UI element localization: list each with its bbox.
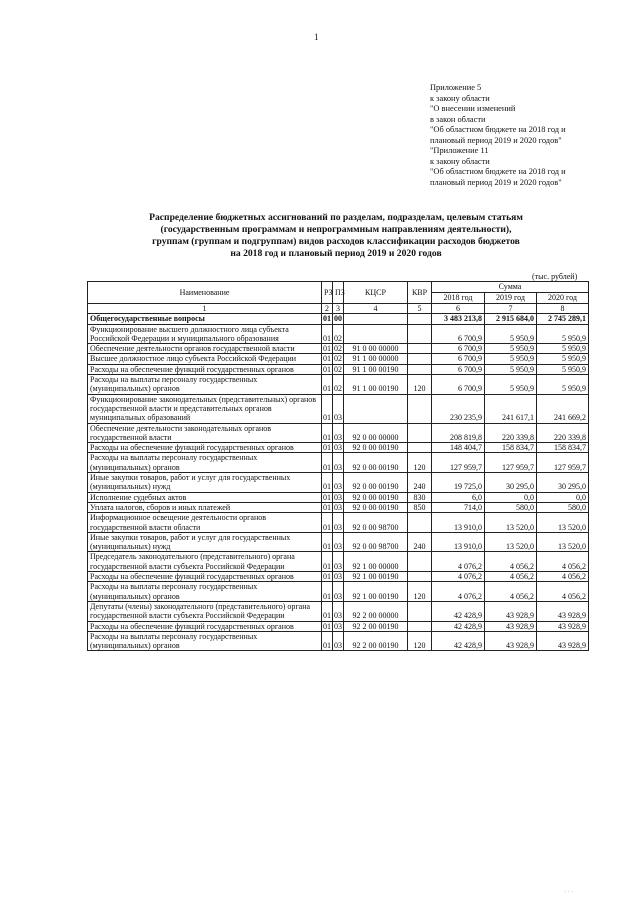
header-kvr: КВР: [408, 282, 432, 304]
cell-pz: 02: [334, 344, 342, 354]
col-number: 5: [408, 304, 432, 314]
cell-rz: 01: [322, 423, 333, 443]
cell-kcsr: 92 2 00 00190: [344, 631, 408, 651]
cell-pz: 02: [334, 364, 342, 374]
cell-y2020: 4 056,2: [537, 552, 589, 572]
cell-kvr: 240: [408, 473, 432, 493]
cell-y2019: 13 520,0: [485, 513, 537, 533]
table-row: [88, 532, 589, 552]
cell-kcsr: 92 0 00 00190: [344, 473, 408, 493]
col-number: 6: [432, 304, 485, 314]
col-number: 8: [537, 304, 589, 314]
cell-y2019: 13 520,0: [485, 532, 537, 552]
header-pz: ПЗ: [333, 282, 344, 304]
header-rz: РЗ: [322, 282, 333, 304]
cell-rz: 01: [323, 572, 331, 582]
cell-kvr: 120: [408, 375, 432, 395]
cell-y2020: 4 056,2: [537, 582, 589, 602]
cell-y2018: 6,0: [432, 492, 485, 502]
cell-name: Расходы на выплаты персоналу государственных (муниципальных) органов: [88, 582, 322, 602]
cell-name: Депутаты (члены) законодательного (представительного) органа государственной власти субъекта Российской Федерации: [88, 601, 322, 621]
header-2018: 2018 год: [432, 293, 485, 304]
cell-y2020: 13 520,0: [537, 532, 589, 552]
cell-kcsr: 92 0 00 98700: [344, 513, 408, 533]
table-row: [88, 631, 589, 651]
title-line: (государственным программам и непрограммным направлениям деятельности),: [160, 224, 512, 235]
cell-y2020: 220 339,8: [537, 423, 589, 443]
cell-y2018: 6 700,9: [432, 344, 485, 354]
cell-y2018: 42 428,9: [432, 601, 485, 621]
cell-rz: 01: [322, 601, 333, 621]
title-line: на 2018 год и плановый период 2019 и 2020 годов: [230, 248, 442, 259]
cell-pz: 02: [334, 354, 342, 364]
cell-kcsr: 92 1 00 00190: [344, 572, 408, 582]
cell-kcsr: [344, 324, 408, 344]
cell-kcsr: 92 0 00 00190: [344, 443, 408, 453]
cell-name: Расходы на обеспечение функций государственных органов: [88, 572, 322, 582]
table-row: [88, 582, 589, 602]
cell-kvr: [408, 552, 432, 572]
cell-kvr: [408, 572, 432, 582]
cell-y2018: 6 700,9: [432, 364, 485, 374]
col-number: 2: [322, 304, 333, 314]
cell-y2018: 127 959,7: [432, 453, 485, 473]
cell-y2019: 158 834,7: [485, 443, 537, 453]
corner-mark: · · ·: [564, 889, 573, 895]
cell-y2019: 241 617,1: [485, 394, 537, 423]
cell-y2020: 4 056,2: [537, 572, 589, 582]
cell-rz: 01: [322, 375, 333, 395]
cell-kvr: [408, 314, 432, 324]
cell-kcsr: [344, 314, 408, 324]
cell-rz: 01: [322, 631, 333, 651]
cell-y2020: 43 928,9: [537, 631, 589, 651]
cell-name: Высшее должностное лицо субъекта Российской Федерации: [88, 354, 322, 364]
cell-rz: 01: [323, 314, 331, 324]
cell-kvr: [408, 513, 432, 533]
cell-kcsr: 92 0 00 00190: [344, 502, 408, 512]
cell-pz: 03: [333, 532, 344, 552]
table-body: [88, 314, 589, 651]
cell-y2018: 6 700,9: [432, 354, 485, 364]
cell-rz: 01: [322, 513, 333, 533]
cell-y2019: 4 056,2: [485, 572, 537, 582]
cell-name: Общегосударственные вопросы: [88, 314, 322, 324]
cell-y2018: 42 428,9: [432, 631, 485, 651]
cell-kcsr: 91 0 00 00000: [344, 344, 408, 354]
cell-y2018: 6 700,9: [432, 375, 485, 395]
cell-kcsr: 92 2 00 00190: [344, 621, 408, 631]
table-row: [88, 453, 589, 473]
cell-name: Функционирование законодательных (представительных) органов государственной власти и представительных органов муниципальных образований: [88, 394, 322, 423]
header-2019: 2019 год: [485, 293, 537, 304]
col-number: 4: [344, 304, 408, 314]
cell-name: Расходы на обеспечение функций государственных органов: [88, 621, 322, 631]
cell-kcsr: 92 2 00 00000: [344, 601, 408, 621]
cell-name: Обеспечение деятельности органов государственной власти: [88, 344, 322, 354]
cell-y2018: 714,0: [432, 502, 485, 512]
annex-line: к закону области: [430, 156, 490, 166]
cell-pz: 03: [333, 513, 344, 533]
cell-pz: 03: [333, 394, 344, 423]
cell-kvr: [408, 364, 432, 374]
cell-kvr: 830: [408, 492, 432, 502]
cell-rz: 01: [322, 453, 333, 473]
cell-y2019: 0,0: [485, 492, 537, 502]
cell-y2019: 43 928,9: [485, 601, 537, 621]
cell-y2018: 42 428,9: [432, 621, 485, 631]
table-row: [88, 513, 589, 533]
cell-y2019: 4 056,2: [485, 582, 537, 602]
cell-kvr: [408, 423, 432, 443]
cell-y2019: 5 950,9: [485, 354, 537, 364]
cell-rz: 01: [322, 324, 333, 344]
table-row: [88, 443, 589, 453]
cell-name: Обеспечение деятельности законодательных органов государственной власти: [88, 423, 322, 443]
cell-y2018: 19 725,0: [432, 473, 485, 493]
cell-kcsr: 92 0 00 00190: [344, 453, 408, 473]
cell-kcsr: 91 1 00 00000: [344, 354, 408, 364]
table-row: [88, 324, 589, 344]
cell-pz: 03: [333, 582, 344, 602]
cell-kvr: 120: [408, 631, 432, 651]
cell-kvr: 850: [408, 502, 432, 512]
cell-y2019: 5 950,9: [485, 344, 537, 354]
cell-name: Председатель законодательного (представительного) органа государственной власти субъекта Российской Федерации: [88, 552, 322, 572]
cell-pz: 02: [333, 375, 344, 395]
col-number: 1: [88, 304, 322, 314]
cell-name: Иные закупки товаров, работ и услуг для государственных (муниципальных) нужд: [88, 473, 322, 493]
cell-pz: 03: [333, 453, 344, 473]
cell-pz: 03: [333, 631, 344, 651]
cell-y2018: 13 910,0: [432, 532, 485, 552]
cell-rz: 01: [322, 473, 333, 493]
cell-kvr: [408, 443, 432, 453]
cell-pz: 03: [333, 601, 344, 621]
table-row: [88, 344, 589, 354]
cell-pz: 03: [334, 621, 342, 631]
table-row: [88, 621, 589, 631]
cell-rz: 01: [323, 344, 331, 354]
table-row: [88, 601, 589, 621]
cell-y2019: 220 339,8: [485, 423, 537, 443]
cell-rz: 01: [323, 502, 331, 512]
table-row: [88, 314, 589, 324]
cell-y2019: 2 915 684,0: [485, 314, 537, 324]
document-title: [112, 212, 560, 260]
table-row: [88, 552, 589, 572]
cell-y2019: 5 950,9: [485, 375, 537, 395]
table-row: [88, 423, 589, 443]
cell-kcsr: 91 1 00 00190: [344, 364, 408, 374]
cell-pz: 03: [334, 492, 342, 502]
cell-y2019: 5 950,9: [485, 364, 537, 374]
cell-y2018: 4 076,2: [432, 552, 485, 572]
cell-pz: 03: [334, 572, 342, 582]
table-row: [88, 502, 589, 512]
table-row: [88, 375, 589, 395]
cell-y2018: 230 235,9: [432, 394, 485, 423]
annex-line: плановый период 2019 и 2020 годов": [430, 135, 562, 145]
annex-line: "О внесении изменений: [430, 104, 516, 113]
cell-y2020: 5 950,9: [537, 344, 589, 354]
cell-name: Информационное освещение деятельности органов государственной власти области: [88, 513, 322, 533]
cell-y2018: 4 076,2: [432, 582, 485, 602]
cell-rz: 01: [322, 394, 333, 423]
cell-y2020: 5 950,9: [537, 354, 589, 364]
cell-rz: 01: [322, 532, 333, 552]
cell-kvr: [408, 394, 432, 423]
cell-y2020: 127 959,7: [537, 453, 589, 473]
cell-name: Функционирование высшего должностного лица субъекта Российской Федерации и муниципального образования: [88, 324, 322, 344]
table-row: [88, 572, 589, 582]
table-row: [88, 354, 589, 364]
header-2020: 2020 год: [537, 293, 589, 304]
cell-y2018: 6 700,9: [432, 324, 485, 344]
cell-name: Уплата налогов, сборов и иных платежей: [88, 502, 322, 512]
cell-y2020: 2 745 289,1: [537, 314, 589, 324]
cell-y2019: 5 950,9: [485, 324, 537, 344]
header-name: Наименование: [88, 282, 322, 304]
cell-name: Иные закупки товаров, работ и услуг для государственных (муниципальных) нужд: [88, 532, 322, 552]
annex-line: к закону области: [430, 93, 490, 103]
header-kcsr: КЦСР: [344, 282, 408, 304]
annex-line: "Об областном бюджете на 2018 год и: [430, 125, 566, 134]
title-line: Распределение бюджетных ассигнований по разделам, подразделам, целевым статьям: [149, 212, 523, 223]
cell-pz: 03: [333, 473, 344, 493]
cell-y2019: 580,0: [485, 502, 537, 512]
cell-rz: 01: [323, 492, 331, 502]
cell-kvr: [408, 601, 432, 621]
cell-name: Расходы на выплаты персоналу государственных (муниципальных) органов: [88, 375, 322, 395]
cell-y2019: 30 295,0: [485, 473, 537, 493]
cell-pz: 02: [333, 324, 344, 344]
cell-kcsr: [344, 394, 408, 423]
cell-pz: 03: [334, 443, 342, 453]
cell-name: Расходы на выплаты персоналу государственных (муниципальных) органов: [88, 453, 322, 473]
cell-y2018: 4 076,2: [432, 572, 485, 582]
cell-kcsr: 91 1 00 00190: [344, 375, 408, 395]
cell-rz: 01: [322, 552, 333, 572]
cell-y2020: 241 669,2: [537, 394, 589, 423]
cell-rz: 01: [323, 364, 331, 374]
cell-y2020: 30 295,0: [537, 473, 589, 493]
cell-y2020: 0,0: [537, 492, 589, 502]
annex-line: "Об областном бюджете на 2018 год и: [430, 167, 566, 176]
cell-y2019: 43 928,9: [485, 631, 537, 651]
cell-kvr: [408, 344, 432, 354]
cell-kvr: [408, 324, 432, 344]
cell-pz: 03: [333, 423, 344, 443]
annex-line: в закон области: [430, 114, 486, 124]
cell-pz: 00: [334, 314, 342, 324]
header-sum: Сумма: [432, 282, 589, 293]
cell-kvr: 120: [408, 582, 432, 602]
table-row: [88, 364, 589, 374]
cell-pz: 03: [334, 502, 342, 512]
cell-name: Расходы на выплаты персоналу государственных (муниципальных) органов: [88, 631, 322, 651]
annex-line: Приложение 5: [430, 83, 482, 92]
annex-line: плановый период 2019 и 2020 годов": [430, 177, 562, 187]
cell-kvr: 120: [408, 453, 432, 473]
cell-y2020: 5 950,9: [537, 324, 589, 344]
cell-y2020: 158 834,7: [537, 443, 589, 453]
title-line: группам (группам и подгруппам) видов расходов классификации расходов бюджетов: [152, 236, 520, 247]
cell-rz: 01: [323, 354, 331, 364]
cell-kcsr: 92 0 00 00190: [344, 492, 408, 502]
cell-y2018: 208 819,8: [432, 423, 485, 443]
cell-kvr: 240: [408, 532, 432, 552]
table-row: [88, 394, 589, 423]
cell-y2018: 148 404,7: [432, 443, 485, 453]
cell-rz: 01: [323, 621, 331, 631]
budget-table: [87, 281, 589, 651]
cell-kcsr: 92 0 00 98700: [344, 532, 408, 552]
table-row: [88, 492, 589, 502]
cell-kvr: [408, 621, 432, 631]
cell-y2020: 43 928,9: [537, 601, 589, 621]
cell-y2019: 43 928,9: [485, 621, 537, 631]
cell-y2020: 5 950,9: [537, 375, 589, 395]
cell-rz: 01: [323, 443, 331, 453]
units-note: (тыс. рублей): [532, 272, 578, 281]
cell-kcsr: 92 1 00 00190: [344, 582, 408, 602]
cell-pz: 03: [333, 552, 344, 572]
cell-kcsr: 92 0 00 00000: [344, 423, 408, 443]
cell-name: Расходы на обеспечение функций государственных органов: [88, 364, 322, 374]
cell-name: Исполнение судебных актов: [88, 492, 322, 502]
annex-line: "Приложение 11: [430, 146, 489, 155]
cell-y2020: 43 928,9: [537, 621, 589, 631]
cell-kvr: [408, 354, 432, 364]
table-row: [88, 473, 589, 493]
cell-y2020: 580,0: [537, 502, 589, 512]
cell-y2020: 13 520,0: [537, 513, 589, 533]
cell-y2018: 3 483 213,8: [432, 314, 485, 324]
col-number: 7: [485, 304, 537, 314]
cell-rz: 01: [322, 582, 333, 602]
col-number: 3: [333, 304, 344, 314]
cell-y2019: 127 959,7: [485, 453, 537, 473]
page-number: 1: [314, 32, 319, 42]
cell-kcsr: 92 1 00 00000: [344, 552, 408, 572]
cell-y2018: 13 910,0: [432, 513, 485, 533]
cell-y2020: 5 950,9: [537, 364, 589, 374]
cell-name: Расходы на обеспечение функций государственных органов: [88, 443, 322, 453]
annex-block: [430, 83, 630, 188]
cell-y2019: 4 056,2: [485, 552, 537, 572]
